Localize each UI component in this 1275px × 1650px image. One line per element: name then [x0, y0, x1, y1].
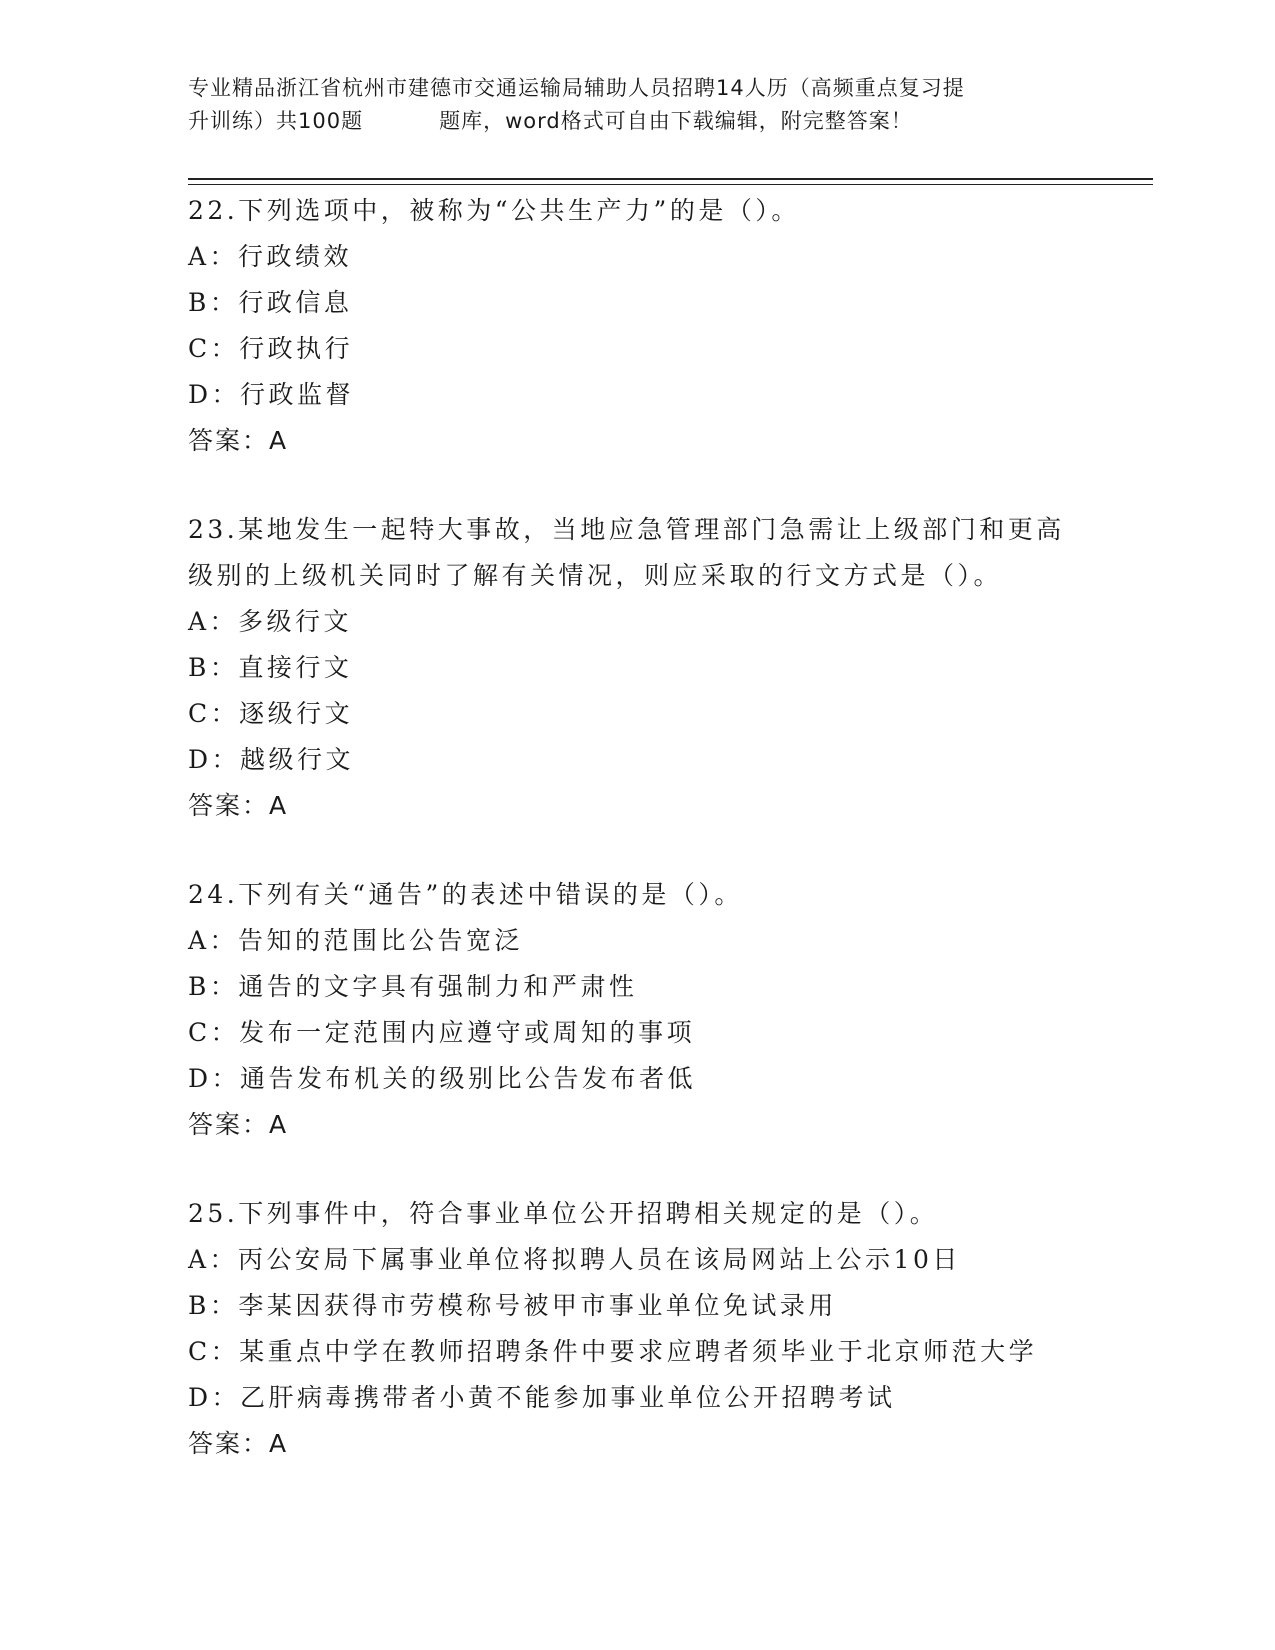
- option-b: B：通告的文字具有强制力和严肃性: [188, 972, 638, 1001]
- question-22: [188, 188, 1088, 464]
- option-c: C：逐级行文: [188, 699, 354, 728]
- option-d: D：行政监督: [188, 380, 355, 409]
- question-list: [188, 188, 1088, 1510]
- question-text: 25.下列事件中，符合事业单位公开招聘相关规定的是（）。: [188, 1199, 939, 1228]
- header-rule-thin: [188, 184, 1153, 185]
- option-d: D：越级行文: [188, 745, 355, 774]
- question-text: 24.下列有关“通告”的表述中错误的是（）。: [188, 880, 743, 909]
- question-text-line-2: 级别的上级机关同时了解有关情况，则应采取的行文方式是（）。: [188, 561, 1003, 590]
- question-25: [188, 1191, 1088, 1467]
- header-line-1: 专业精品浙江省杭州市建德市交通运输局辅助人员招聘14人历（高频重点复习提: [188, 76, 965, 100]
- option-b: B：行政信息: [188, 288, 353, 317]
- header-line-2-right: 题库，word格式可自由下载编辑，附完整答案！: [439, 109, 913, 133]
- document-header: [188, 72, 1088, 138]
- question-24: [188, 872, 1088, 1148]
- header-rule-thick: [188, 178, 1153, 180]
- option-a: A：行政绩效: [188, 242, 353, 271]
- answer-label: 答案：A: [188, 1429, 289, 1458]
- question-text: 22.下列选项中，被称为“公共生产力”的是（）。: [188, 196, 800, 225]
- option-a: A：告知的范围比公告宽泛: [188, 926, 524, 955]
- option-a: A：丙公安局下属事业单位将拟聘人员在该局网站上公示10日: [188, 1245, 961, 1274]
- option-a: A：多级行文: [188, 607, 353, 636]
- question-text-line-1: 23.某地发生一起特大事故，当地应急管理部门急需让上级部门和更高: [188, 515, 1065, 544]
- header-line-2-left: 升训练）共100题: [188, 109, 364, 133]
- option-d: D：通告发布机关的级别比公告发布者低: [188, 1064, 697, 1093]
- option-b: B：直接行文: [188, 653, 353, 682]
- option-b: B：李某因获得市劳模称号被甲市事业单位免试录用: [188, 1291, 837, 1320]
- option-c: C：行政执行: [188, 334, 354, 363]
- header-line-2: [188, 105, 1088, 138]
- option-c: C：某重点中学在教师招聘条件中要求应聘者须毕业于北京师范大学: [188, 1337, 1038, 1366]
- answer-label: 答案：A: [188, 1110, 289, 1139]
- answer-label: 答案：A: [188, 426, 289, 455]
- question-23: [188, 507, 1088, 829]
- answer-label: 答案：A: [188, 791, 289, 820]
- option-d: D：乙肝病毒携带者小黄不能参加事业单位公开招聘考试: [188, 1383, 896, 1412]
- option-c: C：发布一定范围内应遵守或周知的事项: [188, 1018, 696, 1047]
